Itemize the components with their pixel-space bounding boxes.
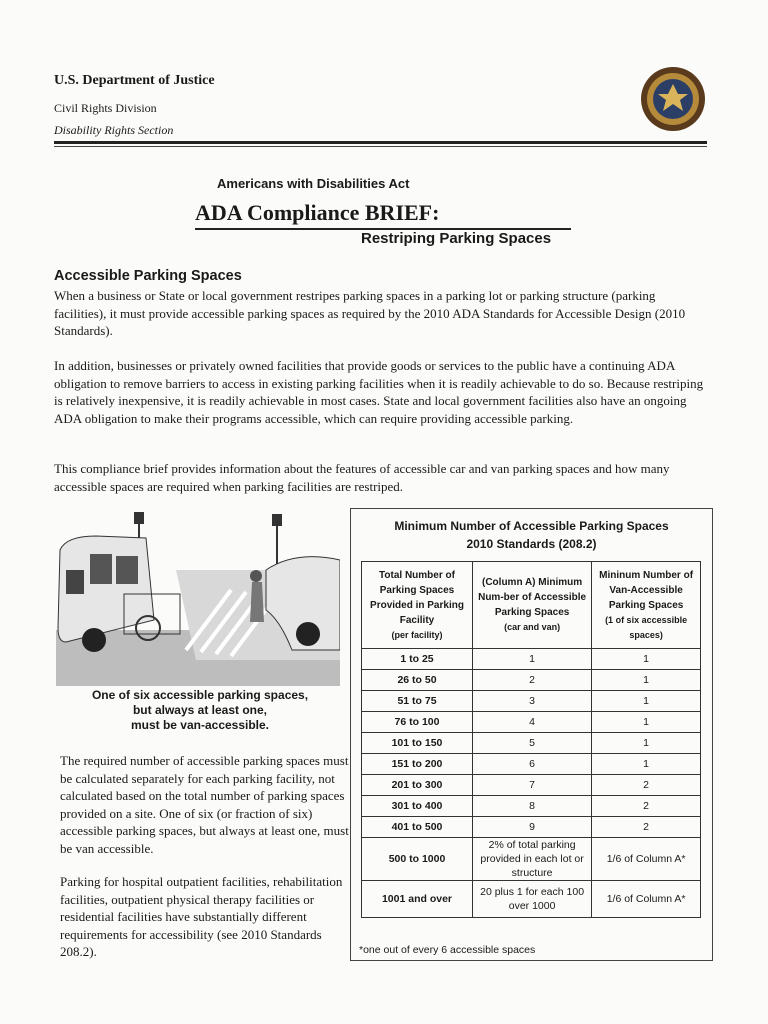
brief-purpose-paragraph: This compliance brief provides information about the features of accessible car and van parking spaces and how many accessible spaces are required when parking facilities are restriped. <box>54 461 670 494</box>
van-parking-illustration <box>56 510 340 686</box>
table-row: 76 to 100 4 1 <box>362 712 701 733</box>
obligation-paragraph: In addition, businesses or privately owned facilities that provide goods or services to the public have a continuing ADA obligation to remove barriers to access in existing parking facilities when it is readily achievable to do so. Because restriping is relatively inexpensive, it is readily achievable in most cases. State and local government facilities also have an ongoing ADA obligation to make their programs accessible, which can require providing accessible parking. <box>54 358 704 426</box>
table-row: 26 to 50 2 1 <box>362 670 701 691</box>
table-row: 151 to 200 6 1 <box>362 754 701 775</box>
section-heading: Accessible Parking Spaces <box>54 268 242 284</box>
act-name: Americans with Disabilities Act <box>217 176 410 191</box>
column-header: Mininum Number of Van-Accessible Parking Spaces (1 of six accessible spaces) <box>592 562 701 649</box>
table-row: 1 to 25 1 1 <box>362 649 701 670</box>
table-row: 51 to 75 3 1 <box>362 691 701 712</box>
column-header: Total Number of Parking Spaces Provided in Parking Facility (per facility) <box>362 562 473 649</box>
page-title: ADA Compliance BRIEF: <box>195 200 440 225</box>
table-title: Minimum Number of Accessible Parking Spaces 2010 Standards (208.2) <box>394 519 669 551</box>
illustration-caption: One of six accessible parking spaces, but always at least one, must be van-accessible. <box>91 688 309 732</box>
header-rule <box>54 141 707 144</box>
table-row: 301 to 400 8 2 <box>362 796 701 817</box>
division-name: Civil Rights Division <box>54 101 157 115</box>
header-rule-thin <box>54 146 707 147</box>
table-row: 201 to 300 7 2 <box>362 775 701 796</box>
department-name: U.S. Department of Justice <box>54 73 215 88</box>
accessible-sign-icon <box>134 512 144 524</box>
parking-requirements-table <box>361 561 701 918</box>
table-row: 401 to 500 9 2 <box>362 817 701 838</box>
table-row: 1001 and over 20 plus 1 for each 100 over 1000 1/6 of Column A* <box>362 881 701 918</box>
section-name: Disability Rights Section <box>54 123 174 137</box>
calculation-paragraph: The required number of accessible parking spaces must be calculated separately for each parking facility, not calculated based on the total number of parking spaces provided on a site. One of six (or fraction of six) accessible parking spaces, but always at least one, must be van accessible. <box>60 753 349 856</box>
intro-paragraph: When a business or State or local government restripes parking spaces in a parking lot or parking structure (parking facilities), it must provide accessible parking spaces as required by the 2010 ADA Standards for Accessible Design (2010 Standards). <box>54 288 686 338</box>
accessible-sign-icon <box>272 514 282 526</box>
column-header: (Column A) Minimum Num-ber of Accessible Parking Spaces (car and van) <box>473 562 592 649</box>
parking-requirements-box <box>350 508 713 961</box>
special-facilities-paragraph: Parking for hospital outpatient facilities, rehabilitation facilities, outpatient physical therapy facilities or residential facilities have substantially different requirements for accessibility (see 2010 Standards 208.2). <box>60 874 343 959</box>
table-row: 500 to 1000 2% of total parking provided in each lot or structure 1/6 of Column A* <box>362 838 701 881</box>
table-footnote: *one out of every 6 accessible spaces <box>359 944 536 956</box>
table-row: 101 to 150 5 1 <box>362 733 701 754</box>
page-subtitle: Restriping Parking Spaces <box>361 230 552 247</box>
doj-seal-icon <box>640 66 706 132</box>
